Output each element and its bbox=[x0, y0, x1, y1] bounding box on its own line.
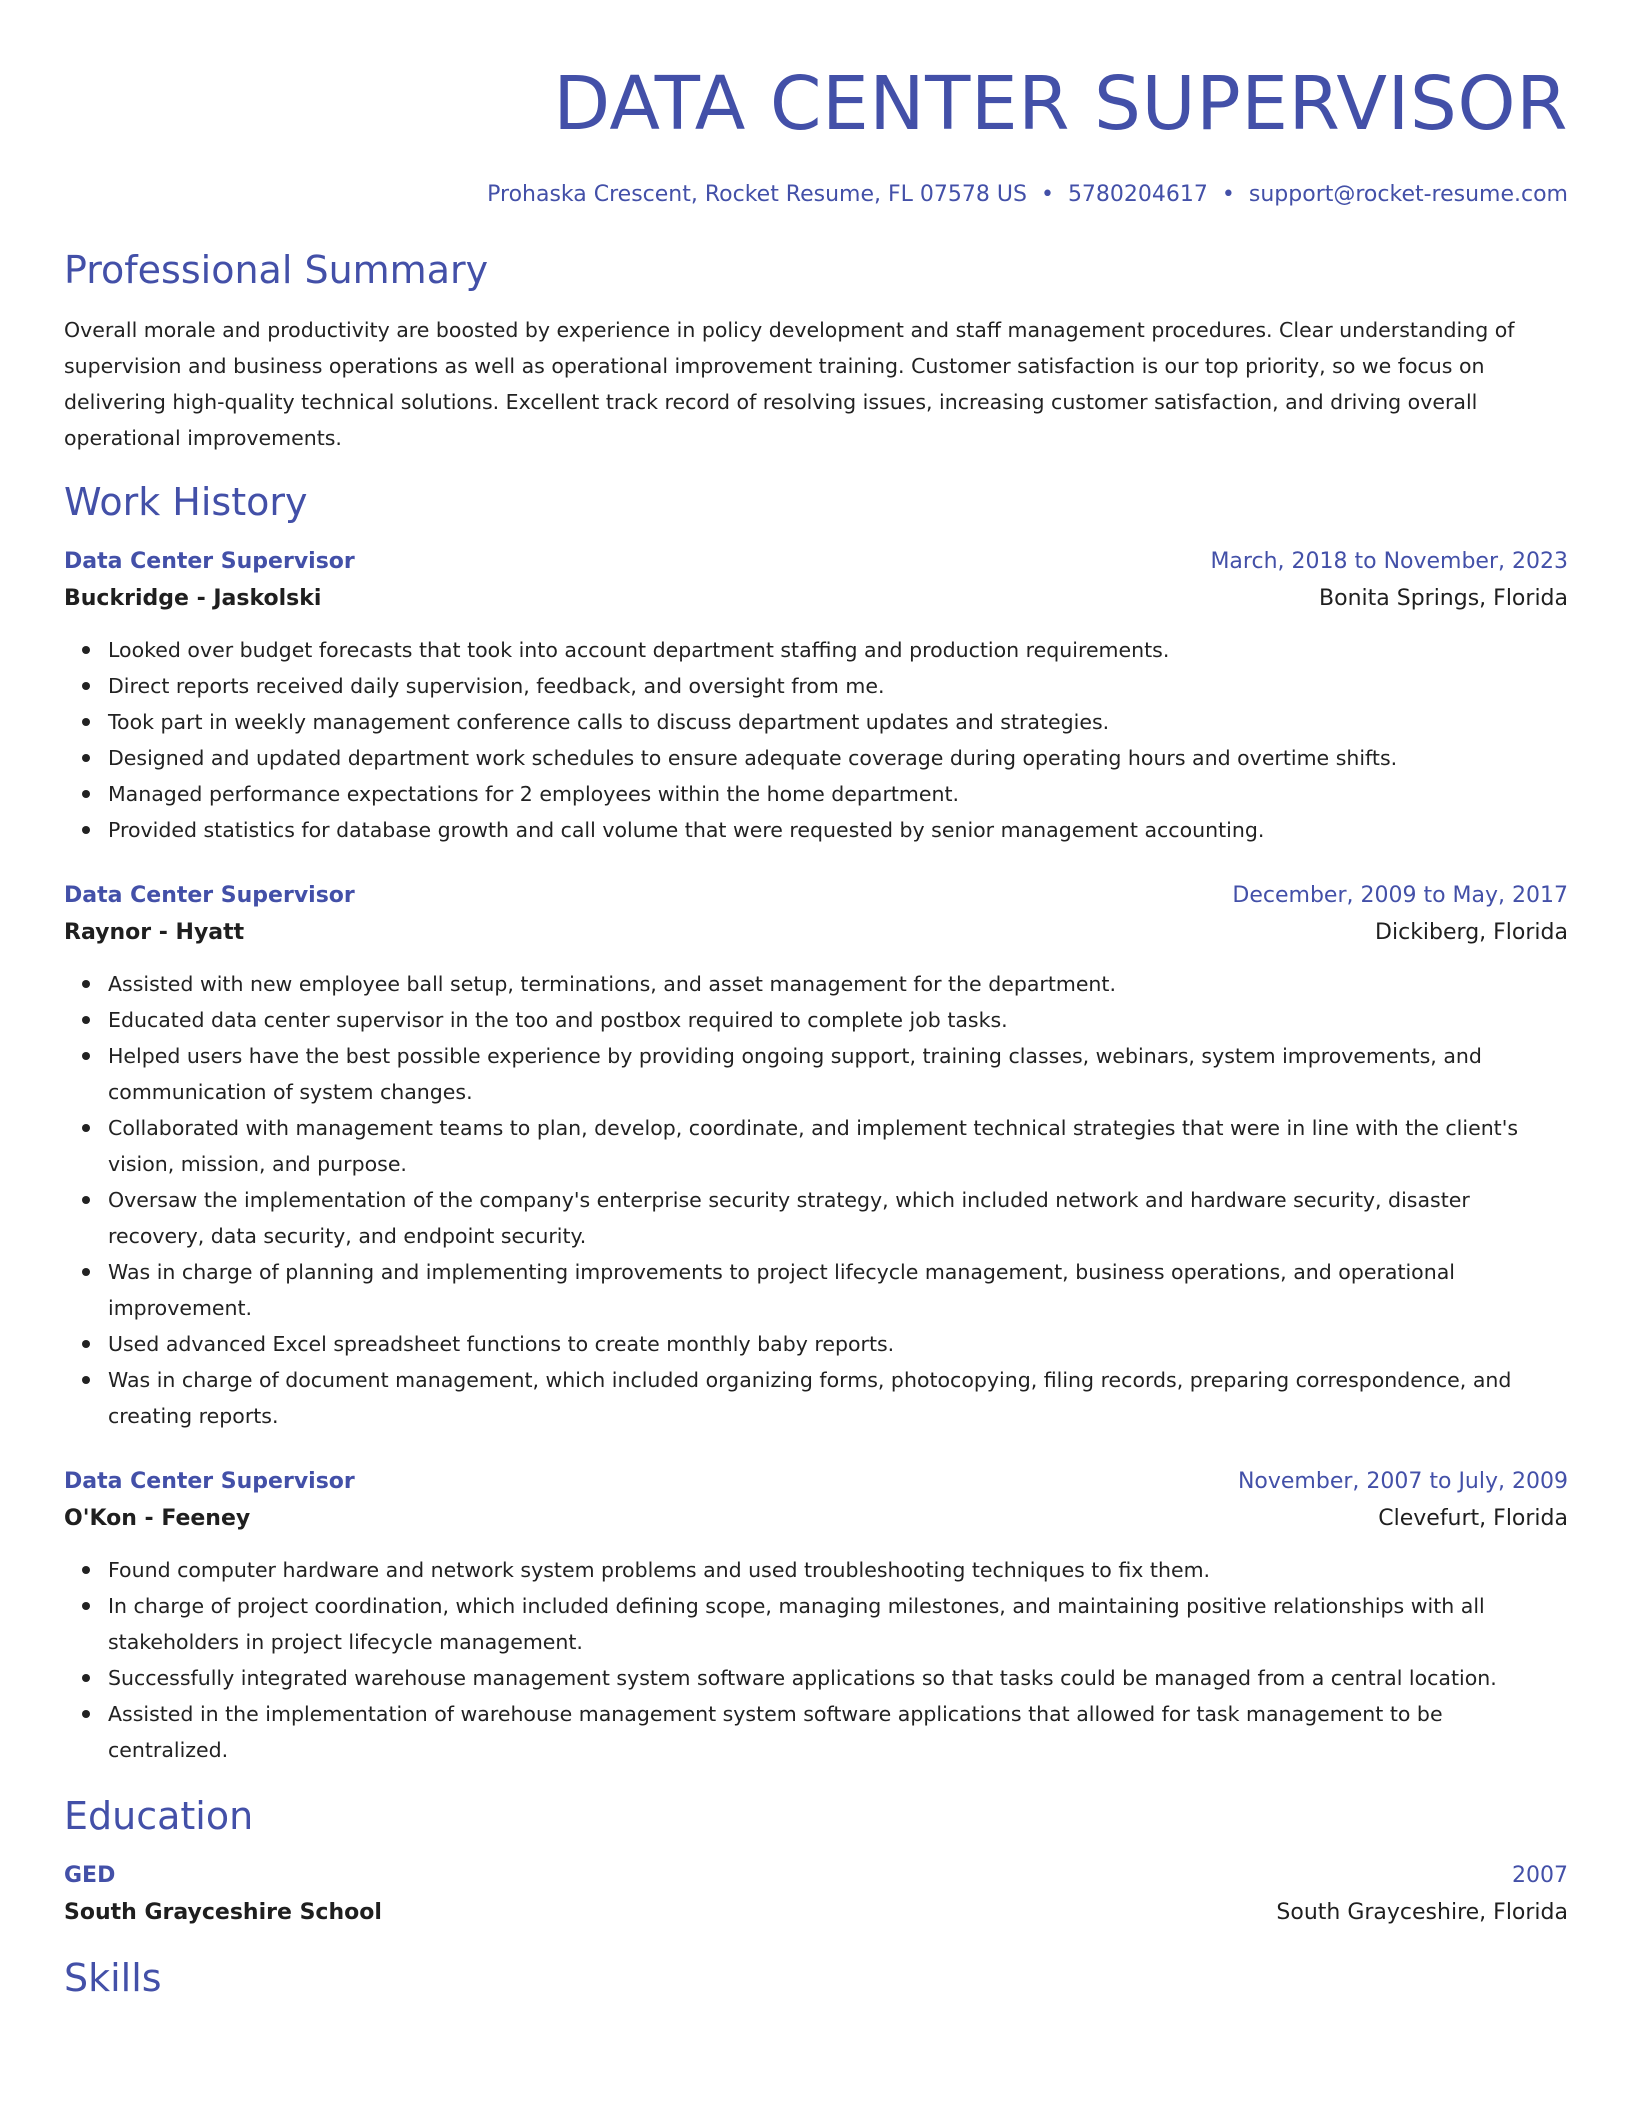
job-bullet: Was in charge of document management, which included organizing forms, photocopying, filing records, preparing correspondence, and creating reports. bbox=[108, 1362, 1568, 1434]
job-bullet: Looked over budget forecasts that took into account department staffing and production requirements. bbox=[108, 632, 1568, 668]
work-history-heading: Work History bbox=[64, 480, 308, 524]
job-company: Buckridge - Jaskolski bbox=[64, 586, 322, 611]
job-bullets bbox=[64, 632, 1568, 848]
job-dates: December, 2009 to May, 2017 bbox=[1232, 883, 1568, 908]
contact-address: Prohaska Crescent, Rocket Resume, FL 07578 US bbox=[487, 182, 1027, 207]
job-company: O'Kon - Feeney bbox=[64, 1506, 251, 1531]
education-location: South Grayceshire, Florida bbox=[1276, 1900, 1568, 1925]
job-bullets bbox=[64, 966, 1568, 1434]
job-bullet: Direct reports received daily supervision, feedback, and oversight from me. bbox=[108, 668, 1568, 704]
work-history-section bbox=[64, 478, 1568, 1768]
education-entry bbox=[64, 1858, 1568, 1932]
job-bullet: Managed performance expectations for 2 employees within the home department. bbox=[108, 776, 1568, 812]
job-bullet: Was in charge of planning and implementing improvements to project lifecycle management, business operations, and operational improvement. bbox=[108, 1254, 1568, 1326]
job-bullet: Successfully integrated warehouse management system software applications so that tasks could be managed from a central location. bbox=[108, 1660, 1568, 1696]
job-dates: November, 2007 to July, 2009 bbox=[1237, 1469, 1568, 1494]
job-bullet: Took part in weekly management conference calls to discuss department updates and strategies. bbox=[108, 704, 1568, 740]
job-header-row bbox=[64, 544, 1568, 580]
contact-email: support@rocket-resume.com bbox=[1248, 182, 1568, 207]
contact-line bbox=[64, 180, 1568, 210]
job-bullet: Educated data center supervisor in the too and postbox required to complete job tasks. bbox=[108, 1002, 1568, 1038]
job-dates: March, 2018 to November, 2023 bbox=[1210, 549, 1568, 574]
job-header-row bbox=[64, 1464, 1568, 1500]
education-header-row bbox=[64, 1858, 1568, 1894]
education-year: 2007 bbox=[1512, 1863, 1568, 1888]
contact-separator: • bbox=[1221, 182, 1235, 207]
job-bullet: In charge of project coordination, which included defining scope, managing milestones, and maintaining positive relationships with all stakeholders in project lifecycle management. bbox=[108, 1588, 1568, 1660]
education-section bbox=[64, 1792, 1568, 1932]
job-bullet: Assisted in the implementation of warehouse management system software applications that allowed for task management to be centralized. bbox=[108, 1696, 1568, 1768]
summary-text: Overall morale and productivity are boosted by experience in policy development and staff management procedures. Clear understanding of supervision and business operations as well as operational improvement training. Customer satisfaction is our top priority, so we focus on delivering high-quality technical solutions. Excellent track record of resolving issues, increasing customer satisfaction, and driving overall operational improvements. bbox=[64, 318, 1515, 450]
job-entry bbox=[64, 878, 1568, 1434]
job-entry bbox=[64, 1464, 1568, 1768]
job-company-row bbox=[64, 1500, 1568, 1538]
skills-heading: Skills bbox=[64, 1956, 162, 2000]
job-company-row bbox=[64, 580, 1568, 618]
job-company-row bbox=[64, 914, 1568, 952]
job-title: Data Center Supervisor bbox=[64, 883, 355, 908]
education-school-row bbox=[64, 1894, 1568, 1932]
job-header-row bbox=[64, 878, 1568, 914]
job-bullet: Designed and updated department work schedules to ensure adequate coverage during operating hours and overtime shifts. bbox=[108, 740, 1568, 776]
contact-phone: 5780204617 bbox=[1067, 182, 1208, 207]
education-school: South Grayceshire School bbox=[64, 1900, 382, 1925]
job-entry bbox=[64, 544, 1568, 848]
job-title: Data Center Supervisor bbox=[64, 549, 355, 574]
candidate-title: DATA CENTER SUPERVISOR bbox=[553, 61, 1568, 147]
education-heading: Education bbox=[64, 1794, 254, 1838]
job-company: Raynor - Hyatt bbox=[64, 920, 245, 945]
job-bullet: Assisted with new employee ball setup, terminations, and asset management for the department. bbox=[108, 966, 1568, 1002]
resume-header bbox=[64, 56, 1568, 210]
summary-heading: Professional Summary bbox=[64, 248, 489, 292]
summary-section bbox=[64, 246, 1568, 456]
job-bullets bbox=[64, 1552, 1568, 1768]
job-bullet: Found computer hardware and network system problems and used troubleshooting techniques to fix them. bbox=[108, 1552, 1568, 1588]
education-degree: GED bbox=[64, 1863, 116, 1888]
job-title: Data Center Supervisor bbox=[64, 1469, 355, 1494]
job-bullet: Helped users have the best possible experience by providing ongoing support, training classes, webinars, system improvements, and communication of system changes. bbox=[108, 1038, 1568, 1110]
job-bullet: Provided statistics for database growth and call volume that were requested by senior management accounting. bbox=[108, 812, 1568, 848]
skills-section bbox=[64, 1954, 1568, 2002]
job-location: Dickiberg, Florida bbox=[1375, 920, 1568, 945]
contact-separator: • bbox=[1040, 182, 1054, 207]
job-bullet: Oversaw the implementation of the company's enterprise security strategy, which included network and hardware security, disaster recovery, data security, and endpoint security. bbox=[108, 1182, 1568, 1254]
job-bullet: Collaborated with management teams to plan, develop, coordinate, and implement technical strategies that were in line with the client's vision, mission, and purpose. bbox=[108, 1110, 1568, 1182]
job-bullet: Used advanced Excel spreadsheet functions to create monthly baby reports. bbox=[108, 1326, 1568, 1362]
job-location: Bonita Springs, Florida bbox=[1319, 586, 1568, 611]
job-location: Clevefurt, Florida bbox=[1378, 1506, 1568, 1531]
